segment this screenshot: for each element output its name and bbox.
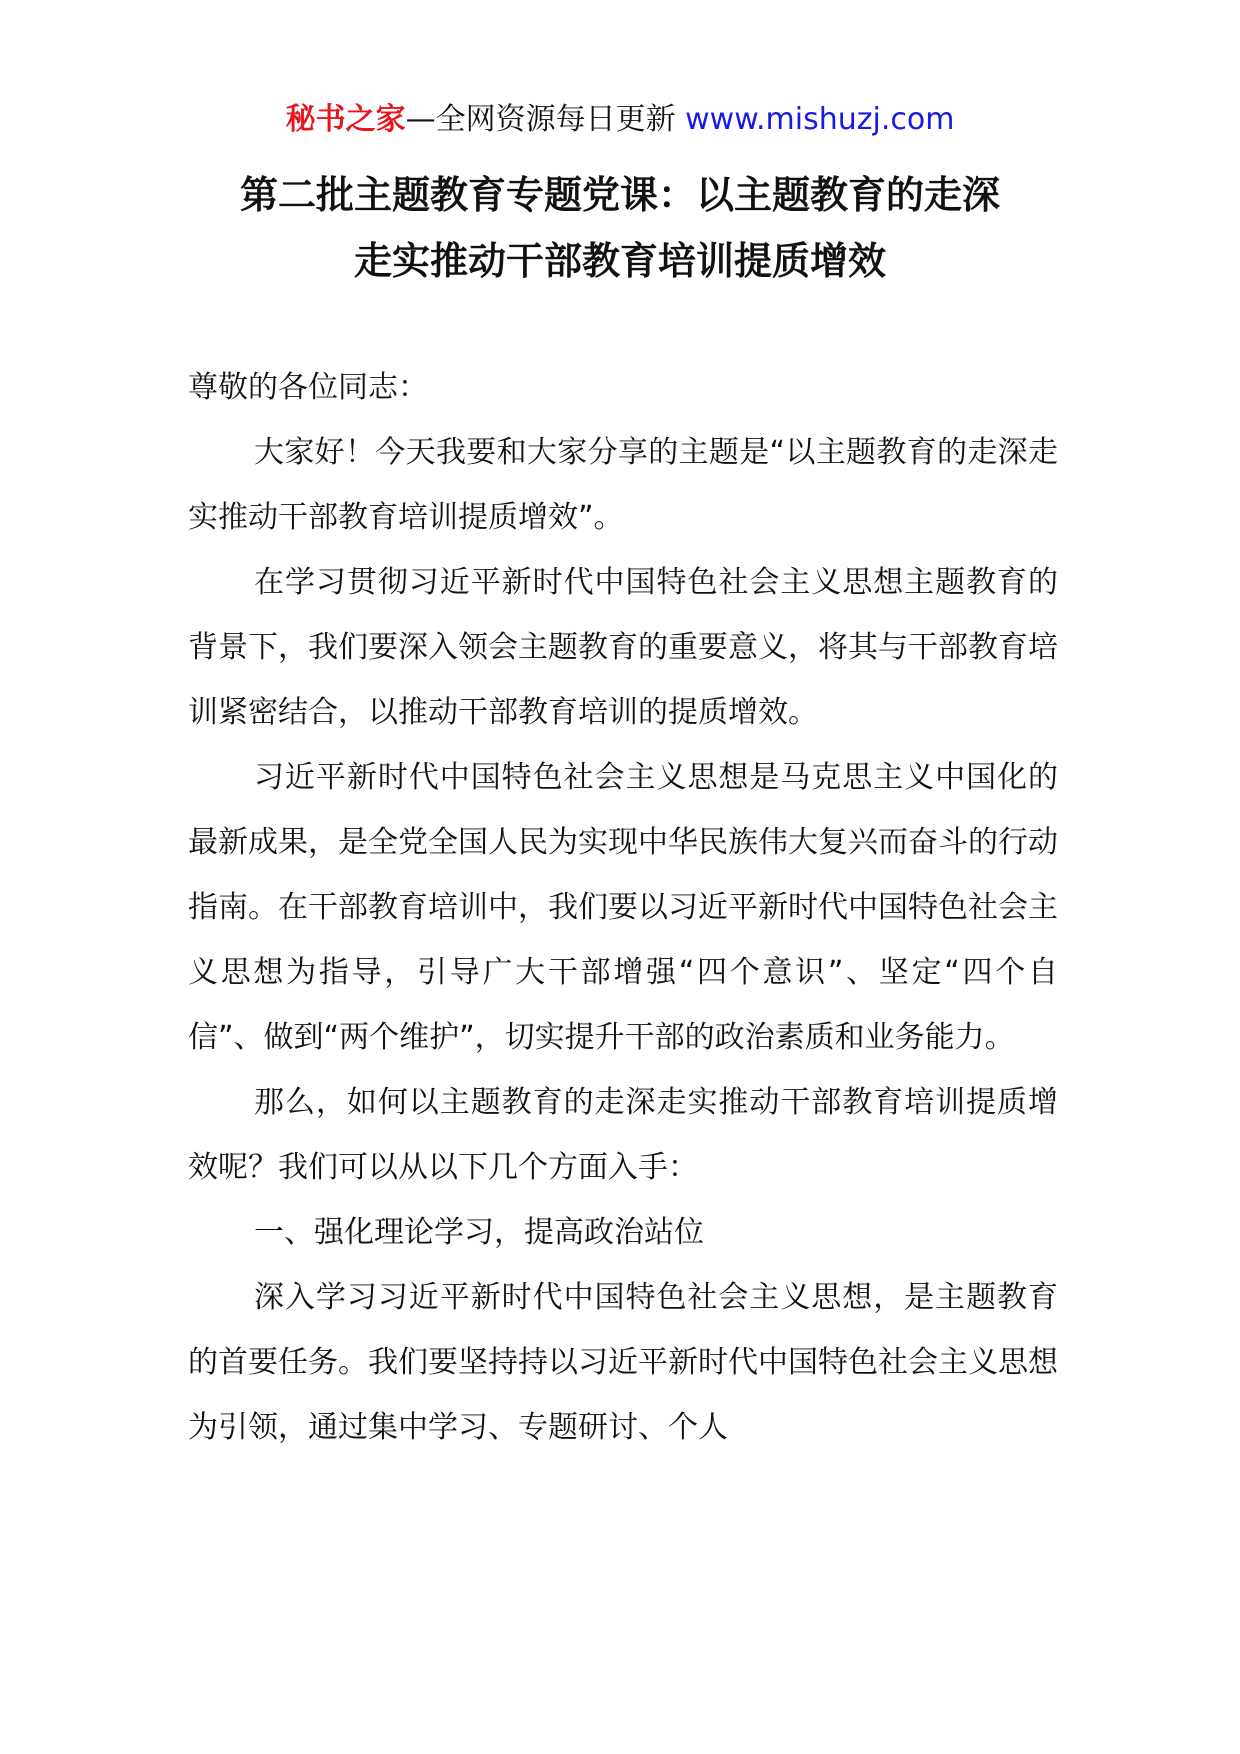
title-line-2: 走实推动干部教育培训提质增效 [353,239,886,283]
salutation: 尊敬的各位同志： [188,370,428,405]
paragraph-2: 在学习贯彻习近平新时代中国特色社会主义思想主题教育的背景下，我们要深入领会主题教育的重要意义，将其与干部教育培训紧密结合，以推动干部教育培训的提质增效。 [188,565,1058,730]
site-brand: 秘书之家 [285,102,406,137]
document-body [188,355,1058,1460]
paragraph-3: 习近平新时代中国特色社会主义思想是马克思主义中国化的最新成果，是全党全国人民为实现中华民族伟大复兴而奋斗的行动指南。在干部教育培训中，我们要以习近平新时代中国特色社会主义思想为指导，引导广大干部增强“四个意识”、坚定“四个自信”、做到“两个维护”，切实提升干部的政治素质和业务能力。 [188,760,1058,1055]
title-line-1: 第二批主题教育专题党课：以主题教育的走深 [239,173,1000,217]
document-title [150,162,1090,294]
section-heading-1: 一、强化理论学习，提高政治站位 [254,1215,704,1250]
site-url-link[interactable]: www.mishuzj.com [685,102,955,137]
section-1-paragraph: 深入学习习近平新时代中国特色社会主义思想，是主题教育的首要任务。我们要坚持持以习近平新时代中国特色社会主义思想为引领，通过集中学习、专题研讨、个人 [188,1280,1058,1445]
paragraph-1: 大家好！今天我要和大家分享的主题是“以主题教育的走深走实推动干部教育培训提质增效”。 [188,435,1058,535]
paragraph-4: 那么，如何以主题教育的走深走实推动干部教育培训提质增效呢？我们可以从以下几个方面入手： [188,1085,1058,1185]
site-tagline: —全网资源每日更新 [405,102,686,137]
site-header [0,100,1240,140]
